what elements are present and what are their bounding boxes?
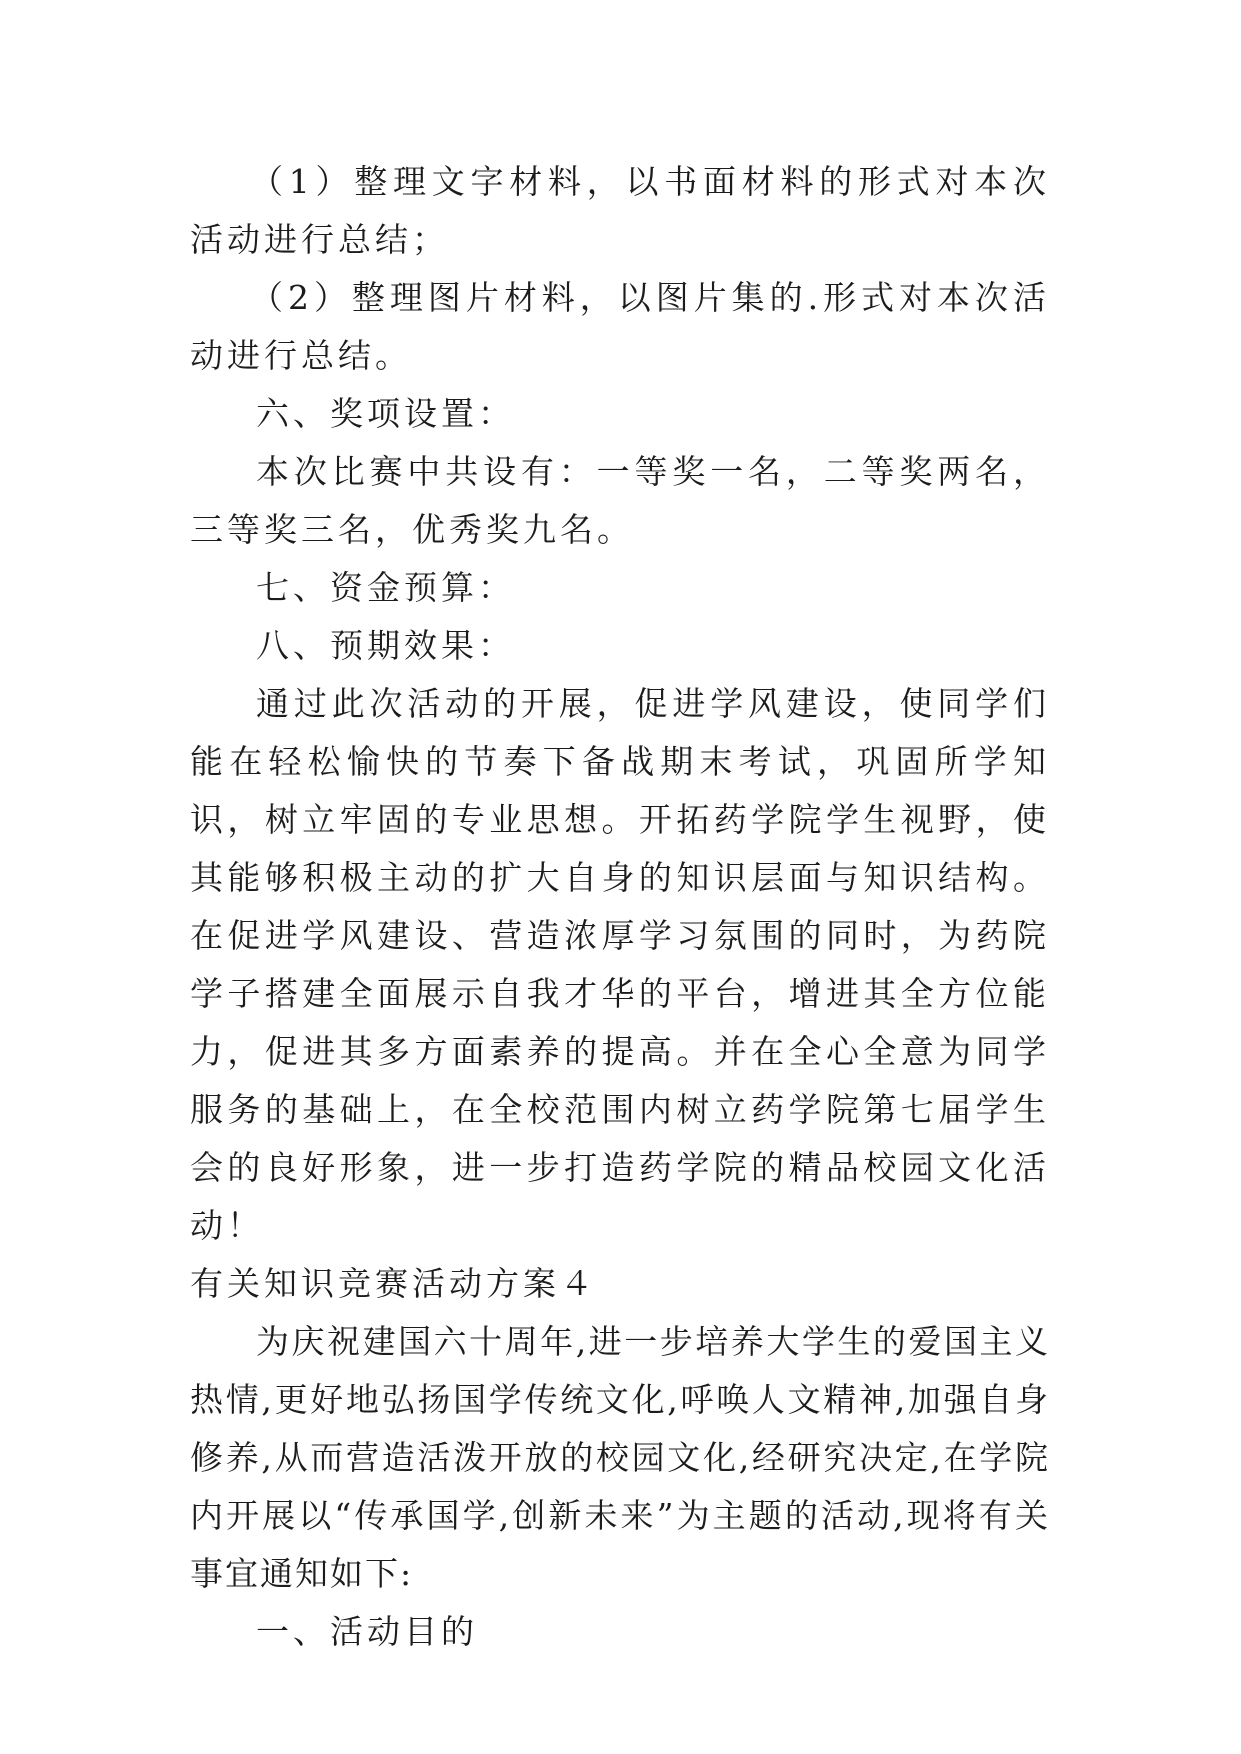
- document-body: [190, 153, 1050, 1661]
- heading-activity-purpose: 一、活动目的: [256, 1612, 478, 1651]
- heading-expected-effect: 八、预期效果：: [256, 626, 515, 665]
- heading-awards: 六、奖项设置：: [256, 394, 515, 433]
- section-title: 有关知识竞赛活动方案４: [190, 1264, 597, 1303]
- heading-budget: 七、资金预算：: [256, 568, 515, 607]
- paragraph-awards: 本次比赛中共设有：一等奖一名，二等奖两名，三等奖三名，优秀奖九名。: [190, 452, 1050, 549]
- paragraph-intro: 为庆祝建国六十周年,进一步培养大学生的爱国主义热情,更好地弘扬国学传统文化,呼唤人文精神,加强自身修养,从而营造活泼开放的校园文化,经研究决定,在学院内开展以“传承国学,创新未来”为主题的活动,现将有关事宜通知如下:: [190, 1322, 1050, 1593]
- paragraph-summary-text: （1）整理文字材料，以书面材料的形式对本次活动进行总结；: [190, 162, 1050, 259]
- paragraph-summary-images: （2）整理图片材料，以图片集的.形式对本次活动进行总结。: [190, 278, 1050, 375]
- paragraph-expected-effect: 通过此次活动的开展，促进学风建设，使同学们能在轻松愉快的节奏下备战期末考试，巩固所学知识，树立牢固的专业思想。开拓药学院学生视野，使其能够积极主动的扩大自身的知识层面与知识结构。在促进学风建设、营造浓厚学习氛围的同时，为药院学子搭建全面展示自我才华的平台，增进其全方位能力，促进其多方面素养的提高。并在全心全意为同学服务的基础上，在全校范围内树立药学院第七届学生会的良好形象，进一步打造药学院的精品校园文化活动！: [190, 684, 1050, 1245]
